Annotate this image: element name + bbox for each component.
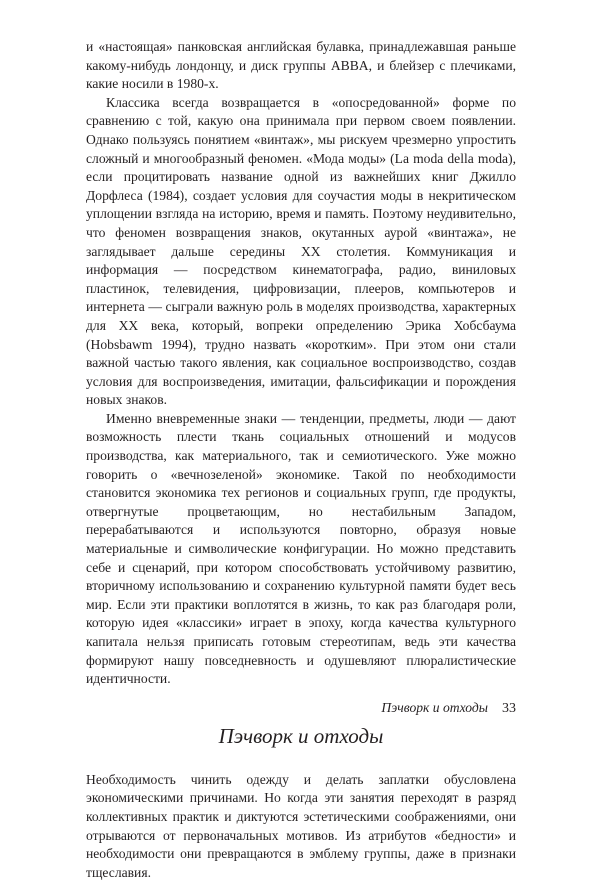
page-footer [86,700,516,717]
section-heading: Пэчворк и отходы [218,723,384,748]
paragraph-3: Именно вневременные знаки — тенденции, предметы, люди — дают возможность плести ткань социальных отношений и модусов производства, как материального, так и семиотического. Уже можно говорить о «вечнозеленой» экономике. Такой по необходимости становится экономика тех регионов и социальных групп, где продукты, отвергнутые процветающим, но нестабильным Западом, перерабатываются и используются повторно, образуя новые материальные и символические конфигурации. Но можно представить себе и сценарий, при котором способствовать устойчивому развитию, вторичному использованию и сохранению культурной памяти будет весь мир. Если эти практики воплотятся в жизнь, то как раз благодаря роли, которую идея «классики» играет в эпоху, когда качества культурного капитала нельзя приписать готовым стереотипам, ведь эти качества формируют нашу повседневность и одушевляют плюралистические идентичности. [86,410,516,687]
paragraph-1: и «настоящая» панковская английская булавка, принадлежавшая раньше какому-нибудь лондонцу, и диск группы ABBA, и блейзер с плечиками, какие носили в 1980-х. [86,39,516,92]
paragraph-2: Классика всегда возвращается в «опосредованной» форме по сравнению с той, какую она принимала при первом своем появлении. Однако пользуясь понятием «винтаж», мы рискуем чрезмерно упростить сложный и многообразный феномен. «Мода моды» (La moda della moda), если процитировать название одной из важнейших книг Джилло Дорфлеса (1984), создает условия для соучастия моды в некритическом уплощении взгляда на историю, время и память. Поэтому неудивительно, что феномен возвращения знаков, окутанных аурой «винтажа», не заглядывает дальше середины XX столетия. Коммуникация и информация — посредством кинематографа, радио, виниловых пластинок, телевидения, цифровизации, плееров, компьютеров и интернета — сыграли важную роль в моделях производства, характерных для XX века, который, вопреки определению Эрика Хобсбаума (Hobsbawm 1994), трудно назвать «коротким». При этом они стали важной частью такого явления, как социальное воспроизводство, создав условия для воспроизведения, имитации, фальсификации и порождения новых знаков. [86,94,516,408]
page-number: 33 [502,701,516,716]
page-body [86,38,516,882]
running-head: Пэчворк и отходы [381,700,488,715]
paragraph-4: Необходимость чинить одежду и делать заплатки обусловлена экономическими причинами. Но когда эти занятия переходят в разряд коллективных практик и диктуются эстетическими соображениями, они отрываются от первоначальных мотивов. Из атрибутов «бедности» и необходимости они превращаются в эмблему группы, даже в признаки тщеславия. [86,771,516,880]
